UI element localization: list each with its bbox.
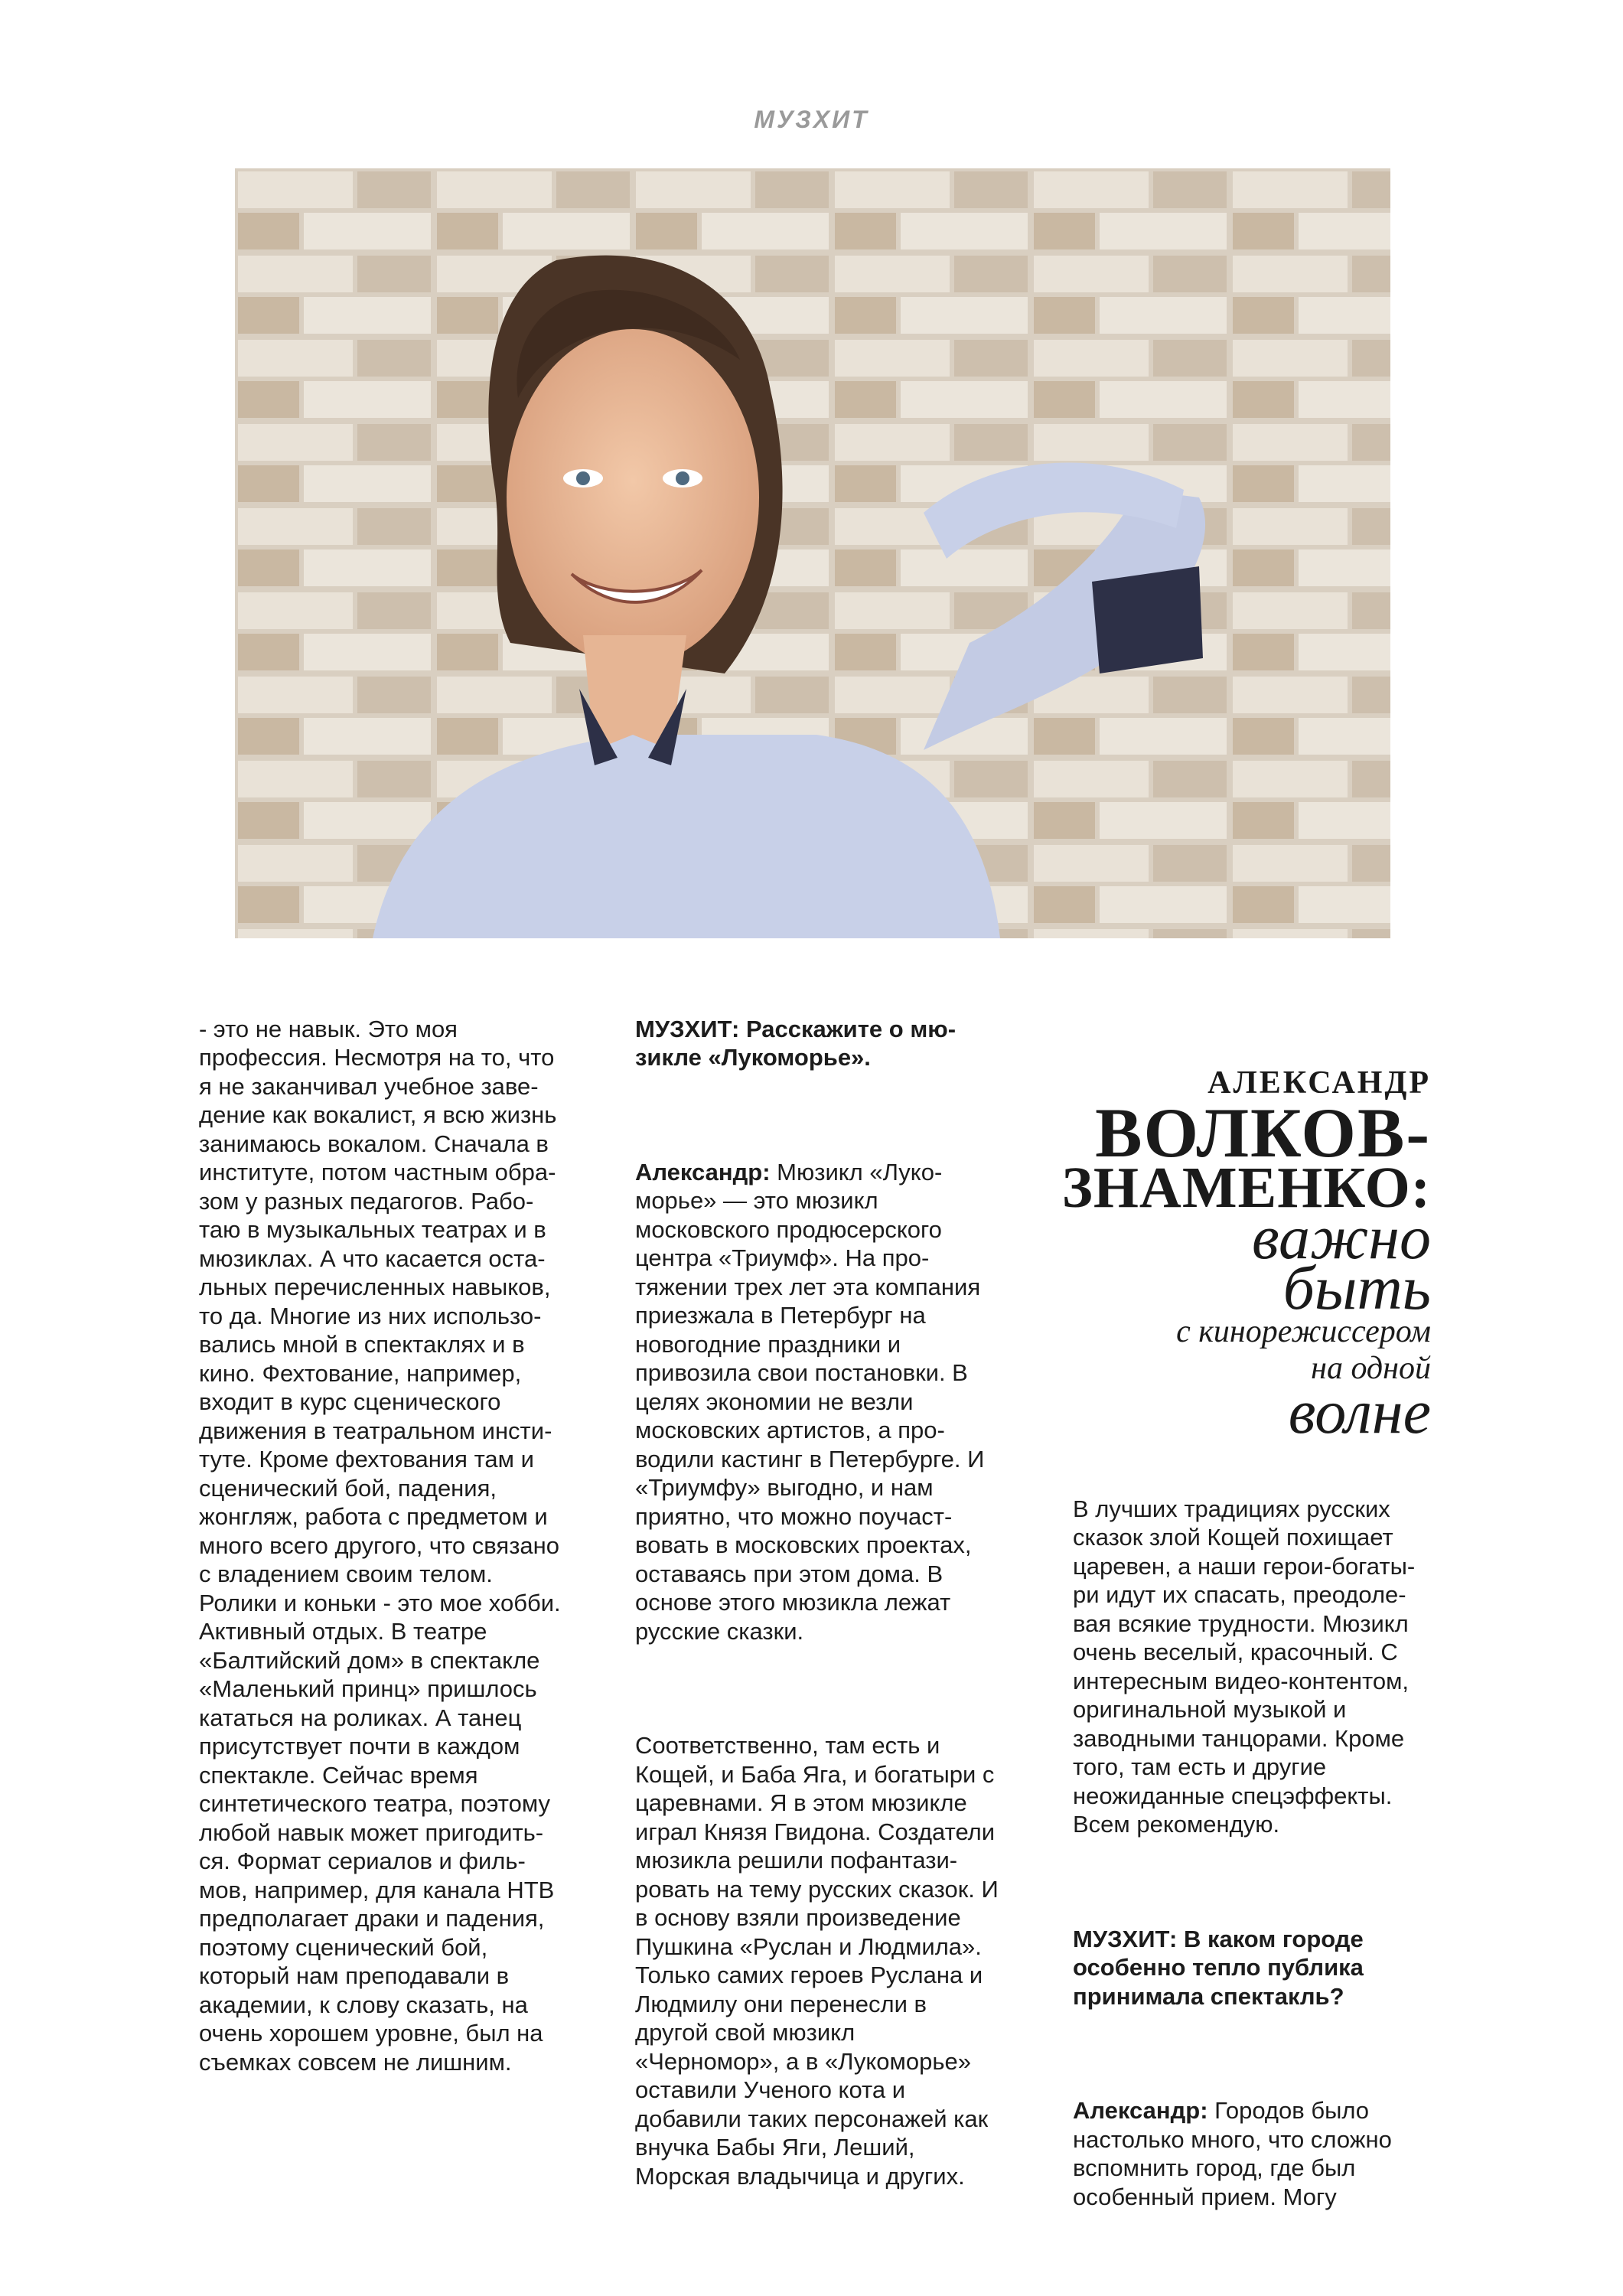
answer-2	[1073, 2096, 1475, 2211]
title-line-4: важно	[1252, 1202, 1431, 1272]
portrait-illustration	[235, 168, 1390, 938]
spacer	[1073, 1867, 1475, 1896]
answer-1-speaker: Александр:	[635, 1158, 771, 1186]
title-line-8: волне	[1288, 1377, 1431, 1446]
portrait-photo	[235, 168, 1390, 938]
column-left	[199, 986, 601, 2105]
column-left-text: - это не навык. Это моя профессия. Несмотря на то, что я не заканчивал учебное заве- дение как вокалист, я всю жизнь занимаюсь вокалом. Сначала в институте, потом частным обра- зом у разных педагогов. Рабо- таю в музыкальных театрах и в мюзиклах. А что касается оста- льных перечисленных навыков, то да. Многие из них использо- вались мной в спектаклях и в кино. Фехтование, например, входит в курс сценического движения в театральном инсти- туте. Кроме фехтования там и сценический бой, падения, жонгляж, работа с предметом и много всего другого, что связано с владением своим телом. Ролики и коньки - это мое хобби. Активный отдых. В театре «Балтийский дом» в спектакле «Маленький принц» пришлось кататься на роликах. А танец присутствует почти в каждом спектакле. Сейчас время синтетического театра, поэтому любой навык может пригодить- ся. Формат сериалов и филь- мов, например, для канала НТВ предполагает драки и падения, поэтому сценический бой, который нам преподавали в академии, к слову сказать, на очень хорошем уровне, был на съемках совсем не лишним.	[199, 1015, 561, 2076]
title-line-5: быть	[1282, 1253, 1431, 1322]
title-line-7: на одной	[1311, 1351, 1431, 1386]
column-middle	[635, 986, 1037, 2219]
spacer	[635, 1675, 1037, 1703]
question-1	[635, 1015, 1037, 1072]
answer-1	[635, 1158, 1037, 1646]
column-right-text: В лучших традициях русских сказок злой Кощей похищает царевен, а наши герои-богаты- ри идут их спасать, преодоле- вая всякие трудности. Мюзикл очень веселый, красочный. С интересным видео-контентом, оригинальной музыкой и заводными танцорами. Кроме того, там есть и другие неожиданные спецэффекты. Всем рекомендую.	[1073, 1495, 1416, 1838]
title-line-2: ВОЛКОВ-	[1095, 1094, 1431, 1172]
section-header: МУЗХИТ	[754, 106, 869, 133]
answer-2-text: Городов было настолько много, что сложно вспомнить город, где был особенный прием. Могу	[1073, 2097, 1392, 2210]
column-middle-text: Соответственно, там есть и Кощей, и Баба Яга, и богатыри с царевнами. Я в этом мюзикле играл Князя Гвидона. Создатели мюзикла решили пофантази- ровать на тему русских сказок. И в основу взяли произведение Пушкина «Руслан и Людмила». Только самих героев Руслана и Людмилу они перенесли в другой свой мюзикл «Черномор», а в «Лукоморье» оставили Ученого кота и добавили таких персонажей как внучка Бабы Яги, Леший, Морская владычица и других.	[635, 1732, 999, 2190]
title-line-1: АЛЕКСАНДР	[1207, 1065, 1431, 1101]
answer-1-text: Мюзикл «Луко- морье» — это мюзикл московского продюсерского центра «Триумф». На про- тяжении трех лет эта компания приезжала в Петербург на новогодние праздники и привозила свои постановки. В целях экономии не везли московских артистов, а про- водили кастинг в Петербурге. И «Триумфу» выгодно, и нам приятно, что можно поучаст- вовать в московских проектах, оставаясь при этом дома. В основе этого мюзикла лежат русские сказки.	[635, 1158, 985, 1645]
question-1-text: МУЗХИТ: Расскажите о мю- зикле «Лукоморье».	[635, 1015, 957, 1071]
answer-2-speaker: Александр:	[1073, 2097, 1208, 2124]
question-2	[1073, 1925, 1475, 2011]
article-title	[1056, 1064, 1431, 1446]
column-right	[1073, 1466, 1475, 2240]
question-2-text: МУЗХИТ: В каком городе особенно тепло публика принимала спектакль?	[1073, 1925, 1364, 2010]
spacer	[1073, 2040, 1475, 2068]
spacer	[635, 1101, 1037, 1129]
title-line-3: ЗНАМЕНКО:	[1061, 1156, 1431, 1220]
title-line-6: с кинорежиссером	[1176, 1314, 1431, 1349]
